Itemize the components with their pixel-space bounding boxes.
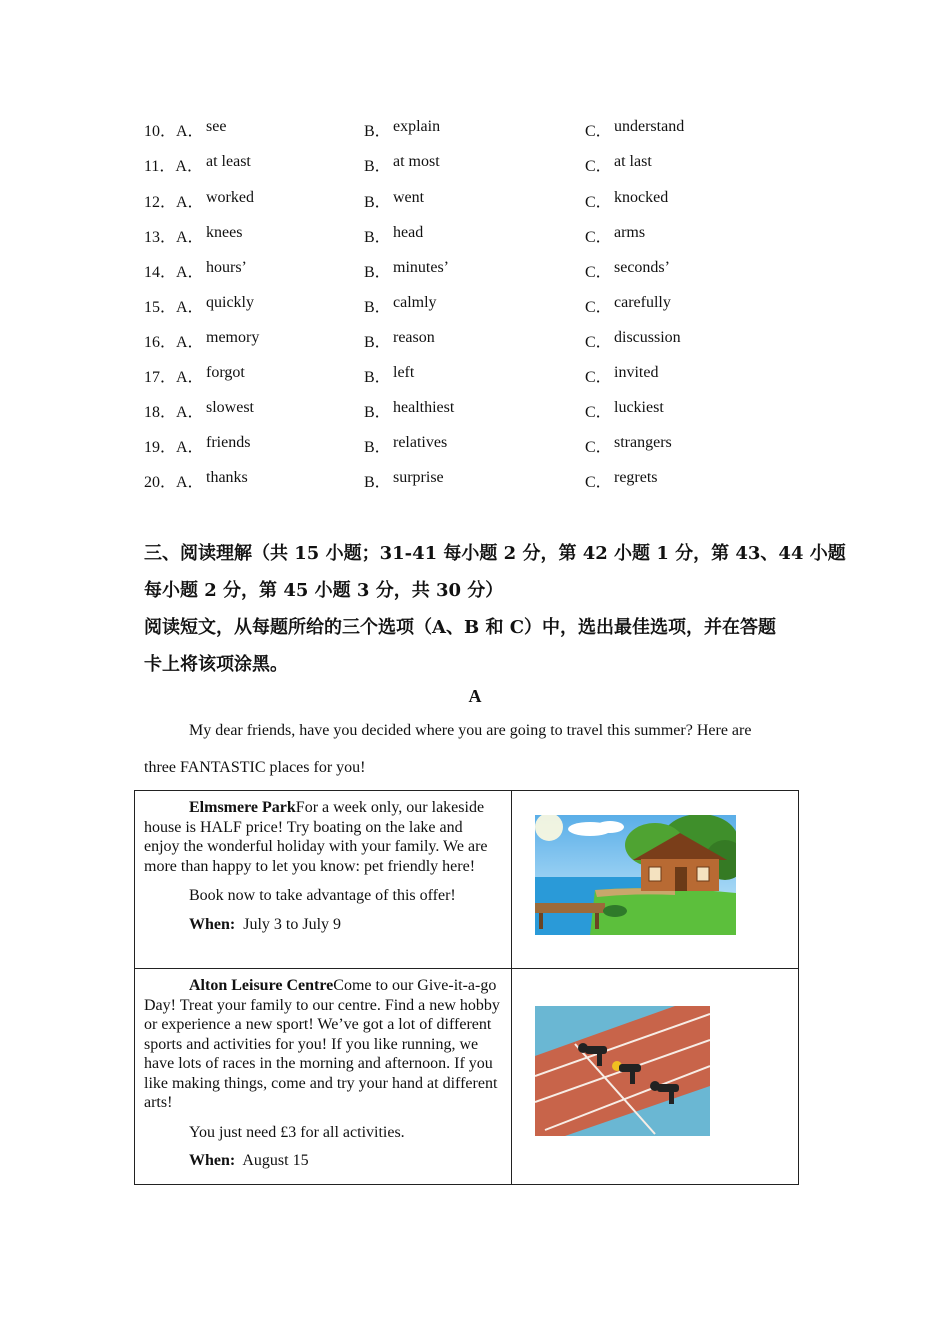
option-a: hours’ — [206, 259, 247, 276]
when-label: When: — [189, 915, 236, 933]
ads-table — [134, 790, 799, 1185]
option-a: friends — [206, 434, 251, 451]
option-c: discussion — [614, 329, 681, 346]
lake-cabin-image — [535, 815, 736, 935]
question-number: 17．A． — [144, 369, 204, 386]
option-b-label: B． — [364, 158, 391, 175]
option-b: head — [393, 224, 424, 241]
option-a: at least — [206, 153, 251, 170]
option-b: calmly — [393, 294, 437, 311]
option-c-label: C． — [585, 474, 612, 491]
ad-note: Book now to take advantage of this offer! — [189, 887, 456, 904]
ad-body: Come to our Give-it-a-go Day! Treat your family to our centre. Find a new hobby or experience a new sport! We’ve got a lot of different sports and activities for you! If you like running, we have lots of races in the morning and afternoon. If you like making things, come and try your hand at different arts! — [144, 977, 500, 1111]
option-c: carefully — [614, 294, 671, 311]
question-row — [0, 329, 950, 353]
question-row — [0, 224, 950, 248]
option-b: left — [393, 364, 415, 381]
question-row — [0, 153, 950, 177]
when-value: August 15 — [242, 1152, 309, 1169]
section-instruction: 阅读短文，从每题所给的三个选项（A、B 和 C）中，选出最佳选项，并在答题 — [144, 617, 777, 638]
option-b-label: B． — [364, 334, 391, 351]
option-a: worked — [206, 189, 254, 206]
option-a: see — [206, 118, 227, 135]
option-b-label: B． — [364, 299, 391, 316]
ad-image-cell — [512, 791, 799, 969]
when-label: When: — [189, 1152, 236, 1169]
ad-row-alton — [135, 969, 799, 1185]
option-c: luckiest — [614, 399, 664, 416]
section-title: 三、阅读理解（共 15 小题；31-41 每小题 2 分，第 42 小题 1 分，第 43、44 小题 — [144, 543, 846, 564]
ad-text-cell — [135, 969, 512, 1185]
option-b: reason — [393, 329, 435, 346]
option-c-label: C． — [585, 229, 612, 246]
question-number: 14．A． — [144, 264, 204, 281]
option-c: regrets — [614, 469, 658, 486]
ad-row-elmsmere — [135, 791, 799, 969]
option-b-label: B． — [364, 264, 391, 281]
ad-text-cell — [135, 791, 512, 969]
option-c: strangers — [614, 434, 672, 451]
question-number: 18．A． — [144, 404, 204, 421]
option-a: knees — [206, 224, 243, 241]
option-c-label: C． — [585, 404, 612, 421]
option-b: at most — [393, 153, 440, 170]
section-title-cont: 每小题 2 分，第 45 小题 3 分，共 30 分） — [144, 580, 504, 601]
ad-note: You just need £3 for all activities. — [189, 1123, 405, 1141]
option-b-label: B． — [364, 194, 391, 211]
question-number: 10．A． — [144, 123, 204, 140]
question-row — [0, 364, 950, 388]
question-row — [0, 469, 950, 493]
option-a: slowest — [206, 399, 254, 416]
option-c-label: C． — [585, 439, 612, 456]
option-c-label: C． — [585, 123, 612, 140]
ad-name: Alton Leisure Centre — [189, 977, 334, 994]
question-row — [0, 294, 950, 318]
option-c: understand — [614, 118, 685, 135]
option-b-label: B． — [364, 123, 391, 140]
question-number: 12．A． — [144, 194, 204, 211]
question-row — [0, 118, 950, 142]
ad-image-cell — [512, 969, 799, 1185]
ad-body: For a week only, our lakeside house is HALF price! Try boating on the lake and enjoy the wonderful holiday with your family. We are more than happy to let you know: pet friendly here! — [144, 799, 488, 875]
passage-intro-cont: three FANTASTIC places for you! — [144, 759, 366, 776]
option-a: memory — [206, 329, 260, 346]
option-b-label: B． — [364, 404, 391, 421]
option-c-label: C． — [585, 264, 612, 281]
option-c-label: C． — [585, 369, 612, 386]
option-b: went — [393, 189, 425, 206]
option-b: surprise — [393, 469, 444, 486]
option-b: healthiest — [393, 399, 455, 416]
question-number: 13．A． — [144, 229, 204, 246]
passage-intro: My dear friends, have you decided where you are going to travel this summer? Here are — [189, 722, 752, 739]
question-number: 15．A． — [144, 299, 204, 316]
option-b-label: B． — [364, 474, 391, 491]
question-number: 16．A． — [144, 334, 204, 351]
option-a: forgot — [206, 364, 245, 381]
option-c: arms — [614, 224, 646, 241]
option-a: quickly — [206, 294, 254, 311]
option-b-label: B． — [364, 369, 391, 386]
question-number: 19．A． — [144, 439, 204, 456]
question-row — [0, 434, 950, 458]
question-row — [0, 259, 950, 283]
option-b: minutes’ — [393, 259, 449, 276]
option-b-label: B． — [364, 229, 391, 246]
passage-title: A — [468, 686, 482, 706]
option-c-label: C． — [585, 299, 612, 316]
question-number: 20．A． — [144, 474, 204, 491]
option-c-label: C． — [585, 158, 612, 175]
option-c: at last — [614, 153, 652, 170]
option-c-label: C． — [585, 334, 612, 351]
section-instruction-cont: 卡上将该项涂黑。 — [144, 654, 288, 675]
option-c: invited — [614, 364, 659, 381]
when-value: July 3 to July 9 — [243, 915, 342, 933]
option-b-label: B． — [364, 439, 391, 456]
question-number: 11．A． — [144, 158, 203, 175]
option-b: explain — [393, 118, 441, 135]
option-c-label: C． — [585, 194, 612, 211]
question-row — [0, 189, 950, 213]
option-a: thanks — [206, 469, 248, 486]
option-c: seconds’ — [614, 259, 670, 276]
question-row — [0, 399, 950, 423]
running-track-image — [535, 1006, 710, 1136]
option-b: relatives — [393, 434, 448, 451]
ad-name: Elmsmere Park — [189, 799, 296, 816]
option-c: knocked — [614, 189, 669, 206]
